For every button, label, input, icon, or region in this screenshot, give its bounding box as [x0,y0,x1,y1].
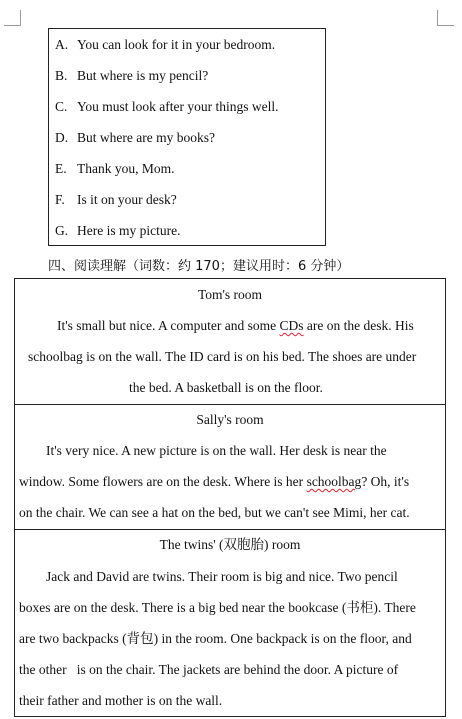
paragraph-line: on the chair. We can see a hat on the bed, but we can't see Mimi, her cat. [19,505,410,520]
paragraph-line: schoolbag is on the wall. The ID card is on his bed. The shoes are under [28,349,417,364]
room-title-sally: Sally's room [196,412,264,427]
row-divider [15,404,445,405]
paragraph-line: the bed. A basketball is on the floor. [129,380,323,395]
option-d [55,130,215,146]
row-divider [15,529,445,530]
option-text: Is it on your desk? [77,192,177,207]
paragraph-line: their father and mother is on the wall. [19,693,223,708]
paragraph-line: It's small but nice. A computer and some CDs are on the desk. His [57,318,414,333]
paragraph-line: the other is on the chair. The jackets are behind the door. A picture of [19,662,399,677]
option-letter: D. [55,130,69,145]
paragraph-line: It's very nice. A new picture is on the wall. Her desk is near the [46,443,387,458]
options-box [48,28,326,246]
room-title-tom: Tom's room [197,287,263,302]
reading-table [14,278,446,717]
option-b [55,68,208,84]
section-heading: 四、阅读理解（词数：约 170；建议用时：6 分钟） [48,259,350,274]
option-text: But where is my pencil? [77,68,209,83]
paragraph-line: boxes are on the desk. There is a big bed near the bookcase (书柜). There [19,600,416,615]
option-letter: E. [55,161,67,176]
paragraph-line: are two backpacks (背包) in the room. One backpack is on the floor, and [19,631,412,646]
option-text: Thank you, Mom. [77,161,175,176]
option-letter: B. [55,68,68,83]
option-f [55,192,177,208]
room-title-twins: The twins' (双胞胎) room [159,537,301,552]
paragraph-line: Jack and David are twins. Their room is big and nice. Two pencil [46,569,398,584]
option-text: You can look for it in your bedroom. [77,37,276,52]
option-letter: F. [55,192,65,207]
option-g [55,223,180,239]
option-e [55,161,175,177]
option-letter: A. [55,37,69,52]
option-text: Here is my picture. [77,223,181,238]
option-letter: C. [55,99,68,114]
option-text: You must look after your things well. [77,99,279,114]
option-a [55,37,275,53]
option-letter: G. [55,223,69,238]
option-text: But where are my books? [77,130,215,145]
page-corner-mark-left [4,10,21,26]
option-c [55,99,279,115]
paragraph-line: window. Some flowers are on the desk. Where is her schoolbag? Oh, it's [19,474,410,489]
page-corner-mark-right [437,10,454,26]
